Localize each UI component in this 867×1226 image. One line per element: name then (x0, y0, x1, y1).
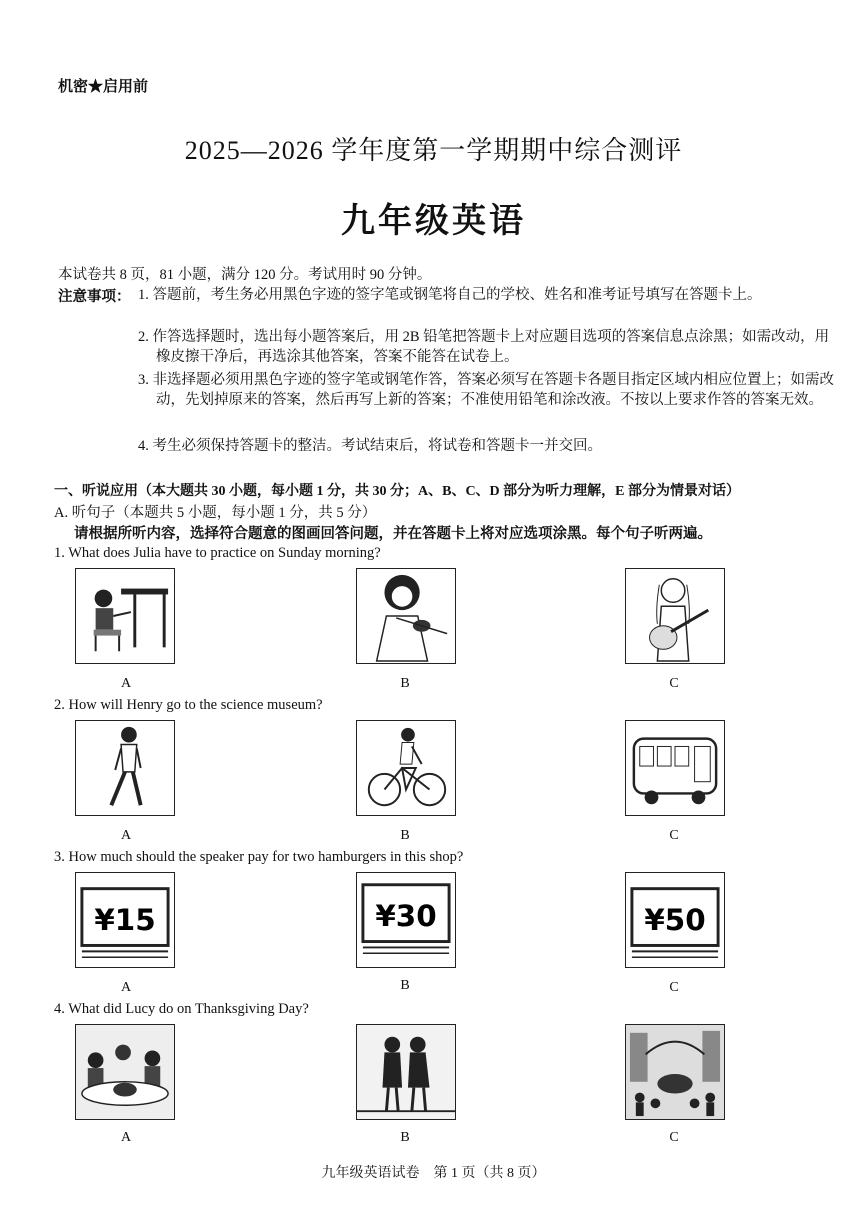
dancing-couple-icon[interactable] (356, 1024, 456, 1120)
violin-player-icon[interactable] (356, 568, 456, 664)
option-label: A (120, 980, 132, 995)
exam-intro: 本试卷共 8 页，81 小题，满分 120 分。考试用时 90 分钟。 (58, 267, 432, 283)
subject-title: 九年级英语 (341, 203, 526, 240)
option-label: B (400, 1130, 410, 1145)
question-4-text: 4. What did Lucy do on Thanksgiving Day? (54, 1001, 309, 1017)
part-a-heading: A. 听句子（本题共 5 小题，每小题 1 分，共 5 分） (54, 505, 377, 521)
section-heading: 一、听说应用（本大题共 30 小题，每小题 1 分，共 30 分；A、B、C、D 部分为听力理解，E 部分为情景对话） (54, 484, 741, 499)
family-dinner-icon[interactable] (75, 1024, 175, 1120)
confidential-label: 机密★启用前 (58, 79, 149, 95)
piano-player-icon[interactable] (75, 568, 175, 664)
walking-person-icon[interactable] (75, 720, 175, 816)
note-item: 4. 考生必须保持答题卡的整洁。考试结束后，将试卷和答题卡一并交回。 (138, 438, 602, 454)
cyclist-icon[interactable] (356, 720, 456, 816)
parade-crowd-icon[interactable] (625, 1024, 725, 1120)
notes-label: 注意事项： (58, 289, 131, 305)
note-item: 2. 作答选择题时，选出每小题答案后，用 2B 铅笔把答题卡上对应题目选项的答案信息点涂黑；如需改动，用橡皮擦干净后，再选涂其他答案，答案不能答在试卷上。 (138, 329, 830, 365)
guitar-player-icon[interactable] (625, 568, 725, 664)
question-3-text: 3. How much should the speaker pay for two hamburgers in this shop? (54, 849, 464, 865)
option-label: C (669, 676, 679, 691)
question-1-text: 1. What does Julia have to practice on Sunday morning? (54, 545, 381, 561)
option-label: B (400, 978, 410, 993)
option-label: B (400, 676, 410, 691)
option-label: C (669, 980, 679, 995)
note-item: 1. 答题前，考生务必用黑色字迹的签字笔或钢笔将自己的学校、姓名和准考证号填写在答题卡上。 (138, 287, 762, 303)
price-text: ¥50 (644, 902, 706, 937)
option-label: C (669, 1130, 679, 1145)
price-text: ¥15 (94, 902, 156, 937)
bus-icon[interactable] (625, 720, 725, 816)
price-sign-icon[interactable] (356, 872, 456, 968)
note-item: 3. 非选择题必须用黑色字迹的签字笔或钢笔作答，答案必须写在答题卡各题目指定区域内相应位置上；如需改动，先划掉原来的答案，然后再写上新的答案；不准使用铅笔和涂改液。不按以上要求作答的答案无效。 (138, 372, 834, 408)
exam-title: 2025—2026 学年度第一学期期中综合测评 (184, 136, 683, 165)
page-footer: 九年级英语试卷 第 1 页（共 8 页） (321, 1166, 546, 1181)
option-label: A (120, 676, 132, 691)
question-2-text: 2. How will Henry go to the science museum? (54, 697, 323, 713)
part-a-instruction: 请根据所听内容，选择符合题意的图画回答问题，并在答题卡上将对应选项涂黑。每个句子听两遍。 (74, 526, 712, 542)
option-label: B (400, 828, 410, 843)
price-sign-icon[interactable] (625, 872, 725, 968)
price-text: ¥30 (375, 898, 437, 933)
price-sign-icon[interactable] (75, 872, 175, 968)
option-label: A (120, 1130, 132, 1145)
option-label: A (120, 828, 132, 843)
option-label: C (669, 828, 679, 843)
